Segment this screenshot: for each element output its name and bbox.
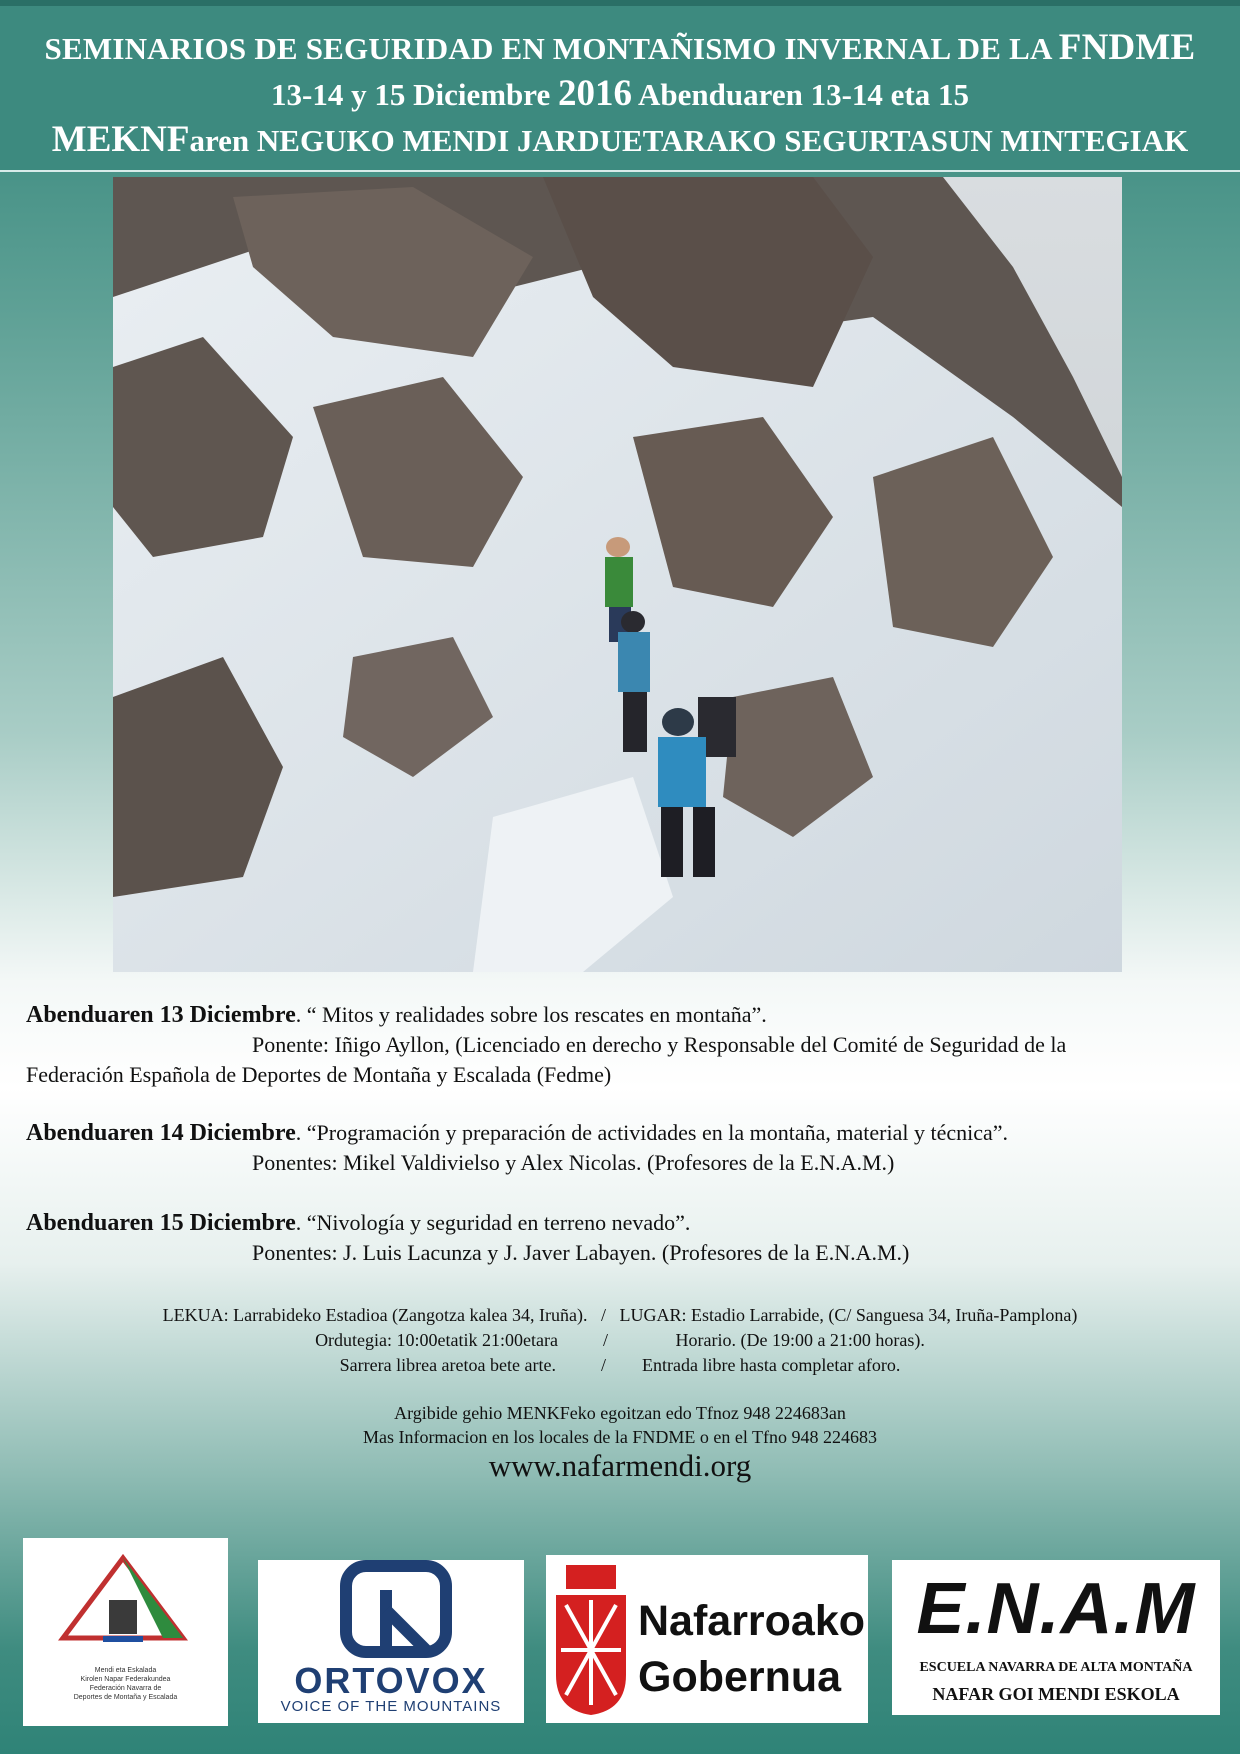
contact-info-es: Mas Informacion en los locales de la FNDME o en el Tfno 948 224683	[362, 1427, 878, 1447]
header-line-1-text: SEMINARIOS DE SEGURIDAD EN MONTAÑISMO INVERNAL DE LA	[44, 31, 1051, 66]
header-line-3-text: aren NEGUKO MENDI JARDUETARAKO SEGURTASUN MINTEGIAK	[189, 123, 1189, 158]
event-date: Abenduaren 14 Diciembre	[26, 1120, 296, 1146]
ortovox-logo	[258, 1560, 524, 1723]
event-speaker: Ponentes: J. Luis Lacunza y J. Javer Labayen. (Profesores de la E.N.A.M.)	[252, 1240, 910, 1265]
event-speaker: Ponente: Iñigo Ayllon, (Licenciado en derecho y Responsable del Comité de Seguridad de la	[252, 1032, 1067, 1057]
event-date: Abenduaren 13 Diciembre	[26, 1002, 296, 1028]
ortovox-name: ORTOVOX	[294, 1660, 488, 1701]
enam-name: E.N.A.M	[916, 1569, 1196, 1649]
gobernua-text: Gobernua	[638, 1653, 842, 1701]
event-title: . “ Mitos y realidades sobre los rescates en montaña”.	[295, 1002, 767, 1027]
header-meknf: MEKNF	[51, 119, 190, 160]
event-speaker: Ponentes: Mikel Valdivielso y Alex Nicolas. (Profesores de la E.N.A.M.)	[252, 1150, 895, 1175]
event-date: Abenduaren 15 Diciembre	[26, 1210, 296, 1236]
nafarroako-text: Nafarroako	[638, 1597, 866, 1645]
enam-logo	[892, 1560, 1220, 1715]
navarra-coat-of-arms-icon	[546, 1555, 636, 1723]
website-link[interactable]: www.nafarmendi.org	[488, 1448, 752, 1483]
venue-location: LEKUA: Larrabideko Estadioa (Zangotza kalea 34, Iruña). / LUGAR: Estadio Larrabide, (C/ Sanguesa 34, Iruña-Pamplona)	[162, 1305, 1078, 1325]
fnme-caption-3: Federación Navarra de	[89, 1685, 162, 1692]
header-dates-eu: Abenduaren 13-14 eta 15	[638, 77, 969, 112]
fnme-mountain-icon	[23, 1538, 228, 1663]
header-year: 2016	[557, 73, 632, 114]
event-15-dec	[26, 1208, 1216, 1268]
venue-hours: Ordutegia: 10:00etatik 21:00etara / Horario. (De 19:00 a 21:00 horas).	[315, 1330, 925, 1350]
mountain-scene	[113, 177, 1122, 972]
header-line-2	[0, 72, 1240, 115]
event-14-dec	[26, 1118, 1216, 1178]
event-13-dec	[26, 1000, 1216, 1090]
header-fndme: FNDME	[1058, 27, 1196, 68]
enam-spanish-name: ESCUELA NAVARRA DE ALTA MONTAÑA	[919, 1660, 1193, 1675]
header-line-3	[0, 118, 1240, 161]
header-banner	[0, 0, 1240, 172]
fnme-caption-1: Mendi eta Eskalada	[94, 1667, 157, 1674]
contact-info-eu: Argibide gehio MENKFeko egoitzan edo Tfnoz 948 224683an	[394, 1403, 846, 1423]
ortovox-tagline: VOICE OF THE MOUNTAINS	[280, 1698, 502, 1715]
event-title: . “Programación y preparación de actividades en la montaña, material y técnica”.	[295, 1120, 1009, 1145]
header-dates-es: 13-14 y 15 Diciembre	[271, 77, 551, 112]
ortovox-emblem-icon	[258, 1560, 524, 1660]
enam-basque-name: NAFAR GOI MENDI ESKOLA	[932, 1684, 1180, 1704]
header-line-1	[0, 26, 1240, 69]
fnme-caption-4: Deportes de Montaña y Escalada	[73, 1694, 178, 1701]
mountaineers-photo	[113, 177, 1122, 972]
venue-entry: Sarrera librea aretoa bete arte. / Entrada libre hasta completar aforo.	[339, 1355, 901, 1375]
fnme-caption-2: Kirolen Napar Federakundea	[80, 1676, 171, 1683]
nafarroa-government-logo	[546, 1555, 868, 1723]
event-speaker-cont: Federación Española de Deportes de Montaña y Escalada (Fedme)	[26, 1062, 612, 1087]
fnme-logo	[23, 1538, 228, 1726]
fnme-caption	[23, 1666, 228, 1702]
event-title: . “Nivología y seguridad en terreno nevado”.	[295, 1210, 691, 1235]
